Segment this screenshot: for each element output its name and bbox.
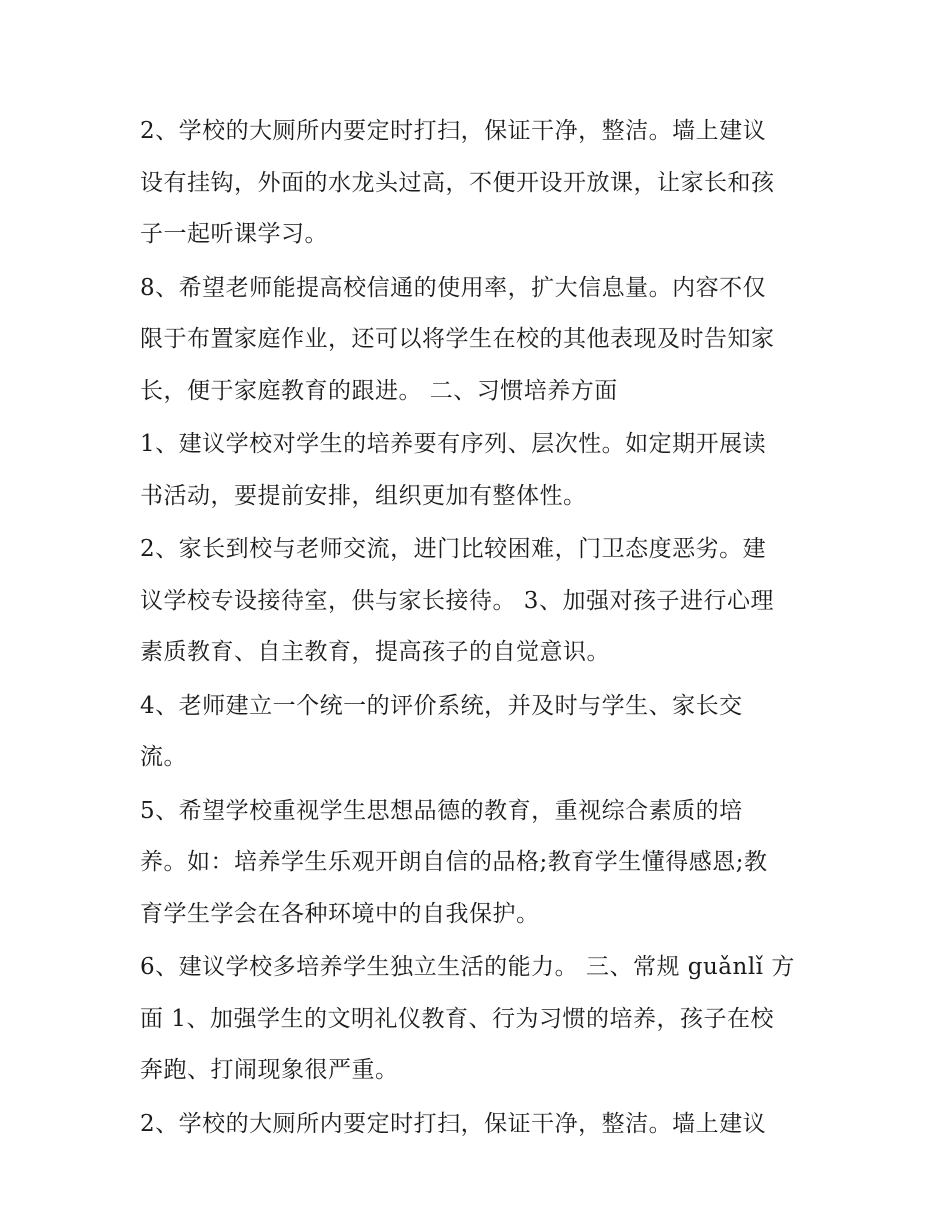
text-line: 2、学校的大厕所内要定时打扫，保证干净，整洁。墙上建议 [140, 118, 767, 144]
paragraph-evaluation-system [140, 681, 820, 784]
paragraph-independent-living [140, 942, 820, 1097]
paragraph-moral-education [140, 786, 820, 941]
paragraph-restroom-suggestion-repeat [140, 1099, 820, 1151]
text-line: 育学生学会在各种环境中的自我保护。 [140, 900, 540, 927]
text-line: 奔跑、打闹现象很严重。 [140, 1057, 399, 1083]
text-line: 书活动，要提前安排，组织更加有整体性。 [140, 482, 587, 509]
paragraph-school-messaging [140, 263, 820, 418]
text-line: 流。 [140, 744, 187, 770]
text-line: 限于布置家庭作业，还可以将学生在校的其他表现及时告知家 [140, 326, 775, 352]
text-line: 2、家长到校与老师交流，进门比较困难，门卫态度恶劣。建 [140, 536, 767, 562]
text-line: 2、学校的大厕所内要定时打扫，保证干净，整洁。墙上建议 [140, 1110, 767, 1137]
paragraph-restroom-suggestion [140, 106, 820, 261]
paragraph-parent-communication [140, 524, 820, 679]
text-line: 5、希望学校重视学生思想品德的教育，重视综合素质的培 [140, 797, 743, 824]
text-line: 议学校专设接待室，供与家长接待。 3、加强对孩子进行心理 [140, 587, 774, 614]
text-line: 4、老师建立一个统一的评价系统，并及时与学生、家长交 [140, 692, 743, 719]
text-line: 6、建议学校多培养学生独立生活的能力。 三、常规 guǎnlǐ 方 [140, 954, 795, 980]
text-line: 素质教育、自主教育，提高孩子的自觉意识。 [140, 639, 610, 665]
text-line: 面 1、加强学生的文明礼仪教育、行为习惯的培养，孩子在校 [140, 1005, 774, 1032]
text-line: 设有挂钩，外面的水龙头过高，不便开设开放课，让家长和孩 [140, 169, 775, 196]
text-line: 长，便于家庭教育的跟进。 二、习惯培养方面 [140, 377, 618, 404]
text-line: 子一起听课学习。 [140, 221, 328, 247]
text-line: 8、希望老师能提高校信通的使用率，扩大信息量。内容不仅 [140, 274, 767, 301]
document-body [140, 106, 820, 1152]
paragraph-habit-training [140, 419, 820, 522]
text-line: 养。如：培养学生乐观开朗自信的品格;教育学生懂得感恩;教 [140, 849, 768, 875]
text-line: 1、建议学校对学生的培养要有序列、层次性。如定期开展读 [140, 431, 767, 457]
